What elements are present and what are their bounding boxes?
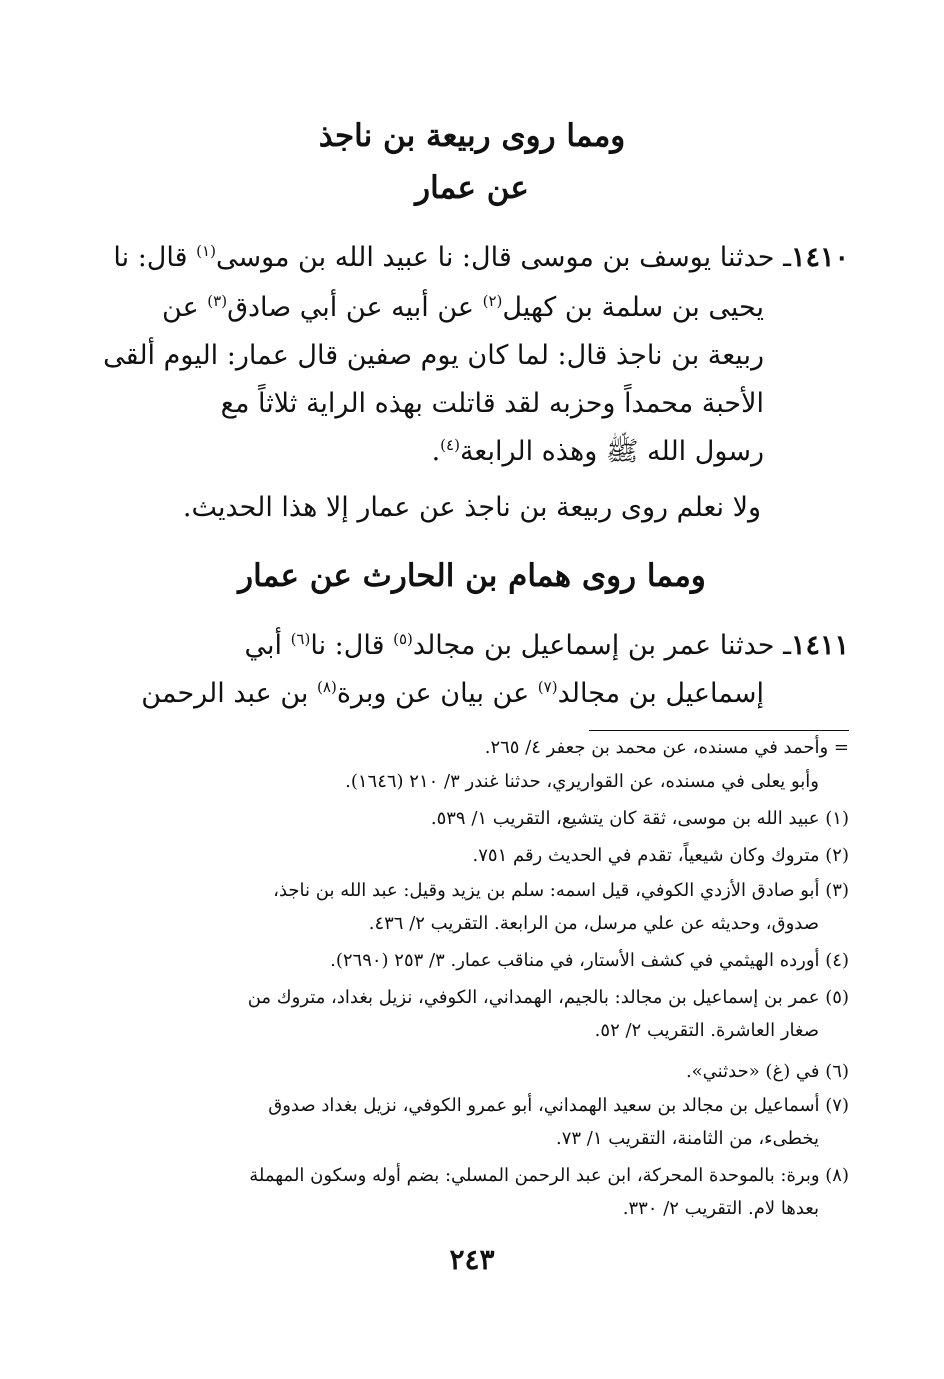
hadith-1410-line-3: ربيعة بن ناجذ قال: لما كان يوم صفين قال عمار: اليوم ألقى [103, 340, 764, 371]
hadith-number: ١٤١١ [790, 630, 849, 661]
footnote-carry: = وأحمد في مسنده، عن محمد بن جعفر ٤/ ٢٦٥. [484, 737, 849, 758]
footnote-6: (٦) في (غ) «حدثني». [685, 1061, 849, 1082]
footnote-3-continued: صدوق، وحديثه عن علي مرسل، من الرابعة. التقريب ٢/ ٤٣٦. [368, 913, 819, 934]
footnote-ref: (١) [196, 242, 216, 260]
hadith-text: أبي [244, 630, 291, 661]
section-title: ومما روى همام بن الحارث عن عمار [238, 558, 706, 594]
page-number: ٢٤٣ [449, 1243, 495, 1276]
hadith-1410-line-1 [113, 238, 849, 278]
hadith-text: رسول الله ﷺ وهذه الرابعة [459, 436, 764, 467]
hadith-text: ـ حدثنا عمر بن إسماعيل بن مجالد [412, 630, 791, 661]
footnote-ref: (٣) [207, 292, 228, 310]
hadith-number: ١٤١٠ [790, 242, 849, 273]
hadith-1411-line-1 [150, 626, 849, 666]
hadith-text: قال: نا [310, 630, 394, 661]
footnote-ref: (٢) [482, 292, 503, 310]
hadith-text: عن [162, 292, 208, 323]
footnote-ref: (٥) [393, 630, 413, 648]
footnote-7-continued: يخطىء، من الثامنة، التقريب ١/ ٧٣. [555, 1128, 819, 1149]
footnote-ref: (٨) [317, 678, 337, 696]
hadith-1410-line-2 [150, 288, 764, 328]
hadith-text: ـ حدثنا يوسف بن موسى قال: نا عبيد الله بن موسى [215, 242, 791, 273]
hadith-1411-line-2 [141, 674, 764, 714]
footnote-ref: (٦) [290, 630, 311, 648]
footnote-ref: (٤) [440, 436, 460, 454]
hadith-text: إسماعيل بن مجالد [557, 678, 764, 709]
hadith-1410-line-4: الأحبة محمداً وحزبه لقد قاتلت بهذه الراية ثلاثاً مع [220, 388, 764, 419]
hadith-text: قال: نا [113, 242, 197, 273]
footnote-3: (٣) أبو صادق الأزدي الكوفي، قيل اسمه: سلم بن يزيد وقيل: عبد الله بن ناجذ، [273, 880, 849, 901]
footnote-separator [589, 730, 849, 731]
section-title: ومما روى ربيعة بن ناجذ [318, 118, 626, 154]
footnote-8: (٨) وبرة: بالموحدة المحركة، ابن عبد الرحمن المسلي: بضم أوله وسكون المهملة [249, 1165, 849, 1186]
footnote-7: (٧) أسماعيل بن مجالد بن سعيد الهمداني، أبو عمرو الكوفي، نزيل بغداد صدوق [268, 1095, 849, 1116]
hadith-1410-line-5 [150, 432, 764, 472]
hadith-text: عن بيان عن وبرة [336, 678, 538, 709]
footnote-8-continued: بعدها لام. التقريب ٢/ ٣٣٠. [622, 1198, 819, 1219]
hadith-text: عن أبيه عن أبي صادق [227, 292, 483, 323]
hadith-text: يحيى بن سلمة بن كهيل [502, 292, 764, 323]
hadith-text: . [431, 436, 441, 467]
footnote-ref: (٧) [537, 678, 558, 696]
footnote-5-continued: صغار العاشرة. التقريب ٢/ ٥٢. [594, 1020, 819, 1041]
closing-note: ولا نعلم روى ربيعة بن ناجذ عن عمار إلا هذا الحديث. [182, 492, 762, 523]
footnote-2: (٢) متروك وكان شيعياً، تقدم في الحديث رقم ٧٥١. [472, 845, 849, 866]
section-subtitle: عن عمار [415, 170, 529, 206]
footnote-carry: وأبو يعلى في مسنده، عن القواريري، حدثنا غندر ٣/ ٢١٠ (١٦٤٦). [345, 771, 819, 792]
footnote-1: (١) عبيد الله بن موسى، ثقة كان يتشيع، التقريب ١/ ٥٣٩. [430, 808, 849, 829]
footnote-4: (٤) أورده الهيثمي في كشف الأستار، في مناقب عمار. ٣/ ٢٥٣ (٢٦٩٠). [330, 950, 849, 971]
footnote-5: (٥) عمر بن إسماعيل بن مجالد: بالجيم، الهمداني، الكوفي، نزيل بغداد، متروك من [247, 987, 849, 1008]
hadith-text: بن عبد الرحمن [141, 678, 318, 709]
